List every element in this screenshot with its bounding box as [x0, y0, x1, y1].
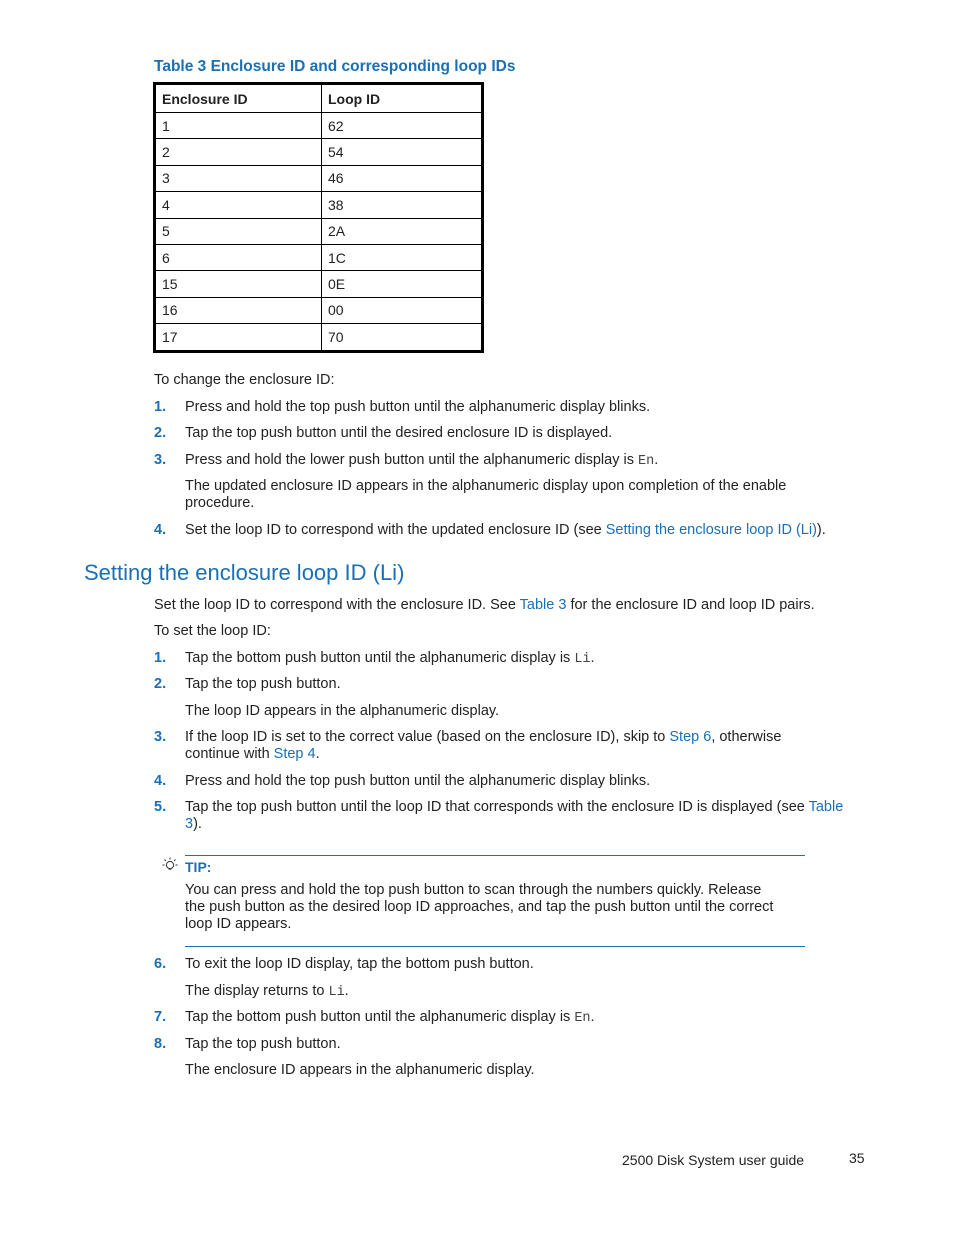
set-step-4: Press and hold the top push button until the alphanumeric display blinks.	[185, 773, 651, 789]
cell-loop-id: 2A	[322, 218, 483, 244]
cell-enclosure-id: 2	[155, 139, 322, 165]
step-number: 4.	[154, 773, 167, 789]
table-row	[155, 113, 483, 139]
step-text: .	[344, 983, 349, 999]
set-step-2: Tap the top push button.	[185, 676, 341, 692]
table-caption: Table 3 Enclosure ID and corresponding loop IDs	[154, 58, 516, 75]
display-code: En	[638, 454, 655, 469]
section-heading: Setting the enclosure loop ID (Li)	[84, 560, 405, 585]
cell-enclosure-id: 4	[155, 192, 322, 218]
table-row	[155, 139, 483, 165]
page-number: 35	[849, 1150, 865, 1166]
set-step-6-note	[185, 983, 855, 1001]
display-code: Li	[328, 985, 345, 1000]
step-text: .	[315, 746, 320, 762]
step-text: Set the loop ID to correspond with the updated enclosure ID (see	[185, 522, 606, 538]
set-step-8: Tap the top push button.	[185, 1036, 341, 1052]
tip-text: You can press and hold the top push button to scan through the numbers quickly. Release the push button as the desired loop ID approaches, and tap the push button until the correct loop ID appears.	[185, 882, 774, 932]
step-number: 4.	[154, 522, 167, 538]
step-text: , otherwise continue with	[185, 729, 782, 762]
step-text: ).	[193, 816, 202, 832]
step-number: 3.	[154, 452, 167, 468]
cell-loop-id: 00	[322, 297, 483, 323]
cell-enclosure-id: 16	[155, 297, 322, 323]
step-text: Tap the bottom push button until the alphanumeric display is	[185, 1009, 575, 1025]
set-step-2-note: The loop ID appears in the alphanumeric display.	[185, 703, 500, 719]
display-code: Li	[574, 652, 591, 667]
set-intro: To set the loop ID:	[154, 623, 271, 639]
table-link[interactable]: Table 3	[185, 799, 844, 832]
change-step-4	[185, 522, 855, 539]
table-row	[155, 297, 483, 323]
change-intro: To change the enclosure ID:	[154, 372, 335, 388]
table-link[interactable]: Table 3	[519, 597, 567, 613]
step-number: 1.	[154, 650, 167, 666]
cell-loop-id: 38	[322, 192, 483, 218]
cell-loop-id: 0E	[322, 271, 483, 297]
enclosure-loop-table	[153, 82, 484, 353]
table-row	[155, 218, 483, 244]
step-number: 3.	[154, 729, 167, 745]
step-number: 5.	[154, 799, 167, 815]
table-row	[155, 192, 483, 218]
table-row	[155, 271, 483, 297]
step-number: 7.	[154, 1009, 167, 1025]
step-number: 8.	[154, 1036, 167, 1052]
set-step-6: To exit the loop ID display, tap the bottom push button.	[185, 956, 534, 972]
step-text: ).	[816, 522, 826, 538]
table-row	[155, 324, 483, 351]
para-text: for the enclosure ID and loop ID pairs.	[566, 597, 815, 613]
step-text: .	[590, 650, 595, 666]
lightbulb-icon	[160, 856, 180, 876]
table-row	[155, 244, 483, 270]
cell-loop-id: 54	[322, 139, 483, 165]
set-step-8-note: The enclosure ID appears in the alphanumeric display.	[185, 1062, 535, 1078]
header-loop-id: Loop ID	[322, 84, 483, 113]
change-step-1: Press and hold the top push button until the alphanumeric display blinks.	[185, 399, 651, 415]
step-number: 2.	[154, 676, 167, 692]
step-text: The display returns to	[185, 983, 329, 999]
cell-enclosure-id: 3	[155, 165, 322, 191]
para-text: Set the loop ID to correspond with the enclosure ID. See	[154, 597, 520, 613]
set-step-3	[185, 729, 835, 763]
step-number: 1.	[154, 399, 167, 415]
cell-enclosure-id: 1	[155, 113, 322, 139]
step-number: 6.	[154, 956, 167, 972]
change-step-3	[185, 452, 855, 470]
table-header-row	[155, 84, 483, 113]
cell-loop-id: 70	[322, 324, 483, 351]
set-step-7	[185, 1009, 855, 1027]
tip-bottom-rule	[185, 946, 805, 947]
cell-loop-id: 1C	[322, 244, 483, 270]
cell-loop-id: 46	[322, 165, 483, 191]
display-code: En	[574, 1011, 591, 1026]
tip-label: TIP:	[185, 859, 212, 875]
section-link[interactable]: Setting the enclosure loop ID (Li)	[605, 522, 817, 538]
cell-enclosure-id: 5	[155, 218, 322, 244]
step-6-link[interactable]: Step 6	[669, 729, 712, 745]
change-step-2: Tap the top push button until the desired enclosure ID is displayed.	[185, 425, 613, 441]
footer-doc-title: 2500 Disk System user guide	[622, 1152, 805, 1168]
cell-enclosure-id: 15	[155, 271, 322, 297]
step-4-link[interactable]: Step 4	[273, 746, 316, 762]
set-step-5	[185, 799, 850, 833]
step-text: Tap the top push button until the loop ID that corresponds with the enclosure ID is displayed (see	[185, 799, 809, 815]
step-number: 2.	[154, 425, 167, 441]
step-text: .	[590, 1009, 595, 1025]
table-row	[155, 165, 483, 191]
change-step-3-note: The updated enclosure ID appears in the alphanumeric display upon completion of the enable procedure.	[185, 478, 787, 511]
step-text: Tap the bottom push button until the alphanumeric display is	[185, 650, 575, 666]
step-text: .	[654, 452, 659, 468]
set-step-1	[185, 650, 855, 668]
cell-enclosure-id: 6	[155, 244, 322, 270]
step-text: Press and hold the lower push button until the alphanumeric display is	[185, 452, 638, 468]
step-text: If the loop ID is set to the correct value (based on the enclosure ID), skip to	[185, 729, 670, 745]
header-enclosure-id: Enclosure ID	[155, 84, 322, 113]
cell-loop-id: 62	[322, 113, 483, 139]
cell-enclosure-id: 17	[155, 324, 322, 351]
section-paragraph	[154, 597, 874, 614]
tip-top-rule	[185, 855, 805, 856]
